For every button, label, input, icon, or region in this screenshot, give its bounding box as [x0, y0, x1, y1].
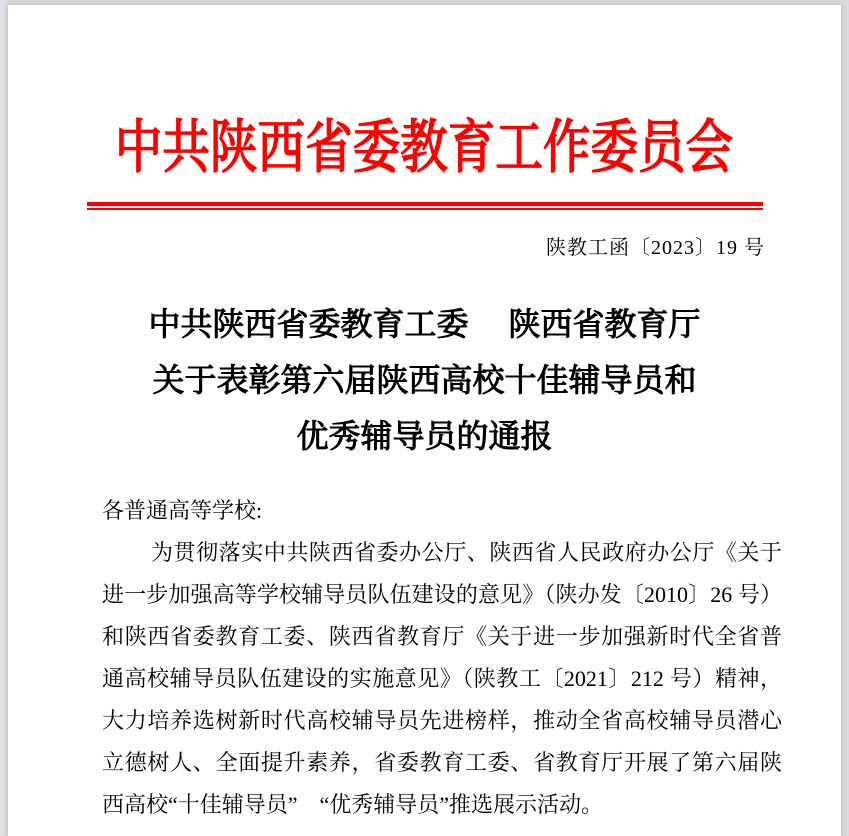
body-text-line: 为贯彻落实中共陕西省委办公厅、陕西省人民政府办公厅《关于 — [151, 540, 782, 565]
document-page — [8, 5, 841, 836]
document-reference-number: 陕教工函〔2023〕19 号 — [546, 237, 765, 259]
document-body — [102, 464, 782, 826]
salutation-line: 各普通高等学校: — [102, 498, 263, 523]
letterhead-title-text: 中共陕西省委教育工作委员会 — [115, 115, 734, 180]
document-title-line-1: 中共陕西省委教育工委 陕西省教育厅 — [148, 306, 701, 342]
body-text-line: 西高校“十佳辅导员” “优秀辅导员”推选展示活动。 — [102, 792, 604, 817]
document-title-line-3: 优秀辅导员的通报 — [296, 418, 553, 454]
body-text-line: 立德树人、全面提升素养，省委教育工委、省教育厅开展了第六届陕 — [102, 750, 782, 775]
body-text-line: 通高校辅导员队伍建设的实施意见》（陕教工〔2021〕212 号）精神， — [102, 666, 782, 691]
document-title — [8, 296, 841, 464]
letterhead-divider-rule — [87, 202, 763, 210]
letterhead-title — [8, 113, 841, 183]
document-title-line-2: 关于表彰第六届陕西高校十佳辅导员和 — [152, 362, 697, 398]
body-text-line: 大力培养选树新时代高校辅导员先进榜样，推动全省高校辅导员潜心 — [102, 708, 782, 733]
body-text-line: 进一步加强高等学校辅导员队伍建设的意见》（陕办发〔2010〕26 号） — [102, 582, 782, 607]
body-text-line: 和陕西省委教育工委、陕西省教育厅《关于进一步加强新时代全省普 — [102, 624, 782, 649]
